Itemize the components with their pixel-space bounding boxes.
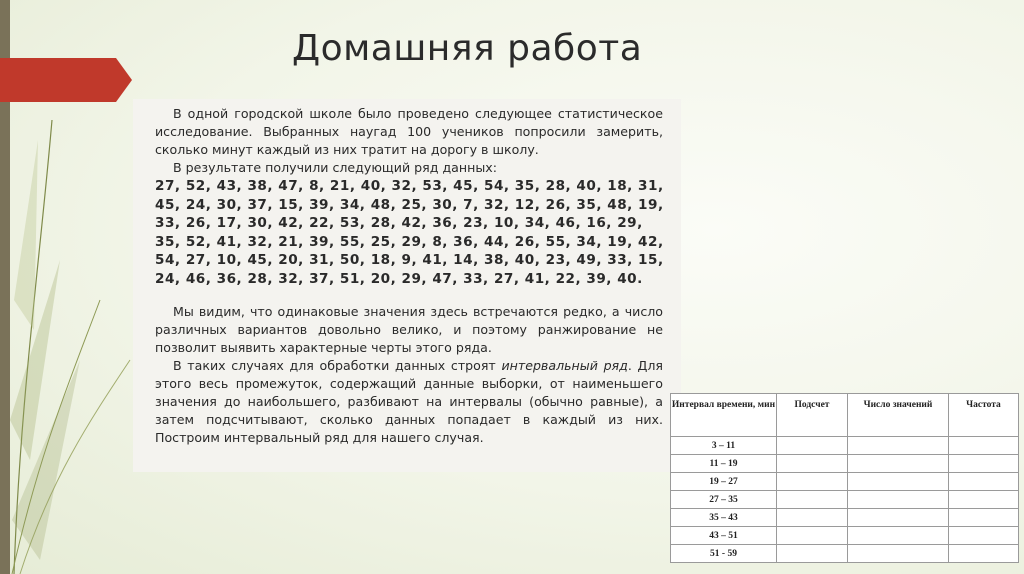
header-frequency: Частота [949,394,1019,437]
observation-paragraph: Мы видим, что одинаковые значения здесь встречаются редко, а число различных вариантов довольно велико, и поэтому ранжирование не позволит выявить характерные черты этого ряда. [155,303,663,355]
table-row [671,473,1019,491]
values-cell[interactable] [848,437,949,455]
header-values: Число значений [848,394,949,437]
intro-paragraph: В одной городской школе было проведено следующее статистическое исследование. Выбранных наугад 100 учеников попросили замерить, сколько минут каждый из них тратит на дорогу в школу. [155,106,663,157]
count-cell[interactable] [777,527,848,545]
data-row: 24, 46, 36, 28, 32, 37, 51, 20, 29, 47, 33, 27, 41, 22, 39, 40. [155,270,643,287]
interval-cell: 51 - 59 [671,545,777,563]
frequency-cell[interactable] [949,509,1019,527]
table-row [671,509,1019,527]
interval-text-after: . Для этого весь промежуток, содержащий данные выборки, от наименьшего значения до наибольшего, разбивают на интервалы (обычно равные), а затем подсчитывают, сколько данных попадает в каждый из них. Построим интервальный ряд для нашего случая. [155,357,663,445]
data-row: 54, 27, 10, 45, 20, 31, 50, 18, 9, 41, 14, 38, 40, 23, 49, 33, 15, [155,252,664,269]
interval-cell: 43 – 51 [671,527,777,545]
interval-cell: 11 – 19 [671,455,777,473]
table-header-row [671,394,1019,437]
interval-cell: 3 – 11 [671,437,777,455]
frequency-cell[interactable] [949,473,1019,491]
frequency-cell[interactable] [949,491,1019,509]
count-cell[interactable] [777,455,848,473]
frequency-cell[interactable] [949,455,1019,473]
data-row: 27, 52, 43, 38, 47, 8, 21, 40, 32, 53, 45, 54, 35, 28, 40, 18, 31, [155,178,664,194]
table-row [671,455,1019,473]
data-row: 45, 24, 30, 37, 15, 39, 34, 48, 25, 30, 7, 32, 12, 26, 35, 48, 19, [155,196,664,213]
interval-table [670,393,1019,563]
interval-cell: 19 – 27 [671,473,777,491]
header-count: Подсчет [777,394,848,437]
slide-title: Домашняя работа [292,28,643,69]
count-cell[interactable] [777,473,848,491]
frequency-cell[interactable] [949,545,1019,563]
values-cell[interactable] [848,545,949,563]
header-interval: Интервал времени, мин [671,394,777,437]
interval-term: интервальный ряд [501,357,628,373]
table-row [671,545,1019,563]
title-arrow-marker [0,58,132,102]
frequency-cell[interactable] [949,527,1019,545]
interval-text-before: В таких случаях для обработки данных строят [173,357,502,373]
values-cell[interactable] [848,509,949,527]
table-row [671,527,1019,545]
count-cell[interactable] [777,491,848,509]
interval-paragraph [155,357,663,447]
data-row: 33, 26, 17, 30, 42, 22, 53, 28, 42, 36, 23, 10, 34, 46, 16, 29, [155,215,643,232]
result-sentence: В результате получили следующий ряд данных: [173,160,497,175]
table-row [671,437,1019,455]
count-cell[interactable] [777,437,848,455]
frequency-cell[interactable] [949,437,1019,455]
interval-cell: 35 – 43 [671,509,777,527]
table-row [671,491,1019,509]
values-cell[interactable] [848,491,949,509]
interval-cell: 27 – 35 [671,491,777,509]
data-series [155,177,663,289]
count-cell[interactable] [777,509,848,527]
textbook-excerpt [133,99,681,472]
values-cell[interactable] [848,473,949,491]
values-cell[interactable] [848,527,949,545]
data-row: 35, 52, 41, 32, 21, 39, 55, 25, 29, 8, 36, 44, 26, 55, 34, 19, 42, [155,233,664,250]
values-cell[interactable] [848,455,949,473]
count-cell[interactable] [777,545,848,563]
